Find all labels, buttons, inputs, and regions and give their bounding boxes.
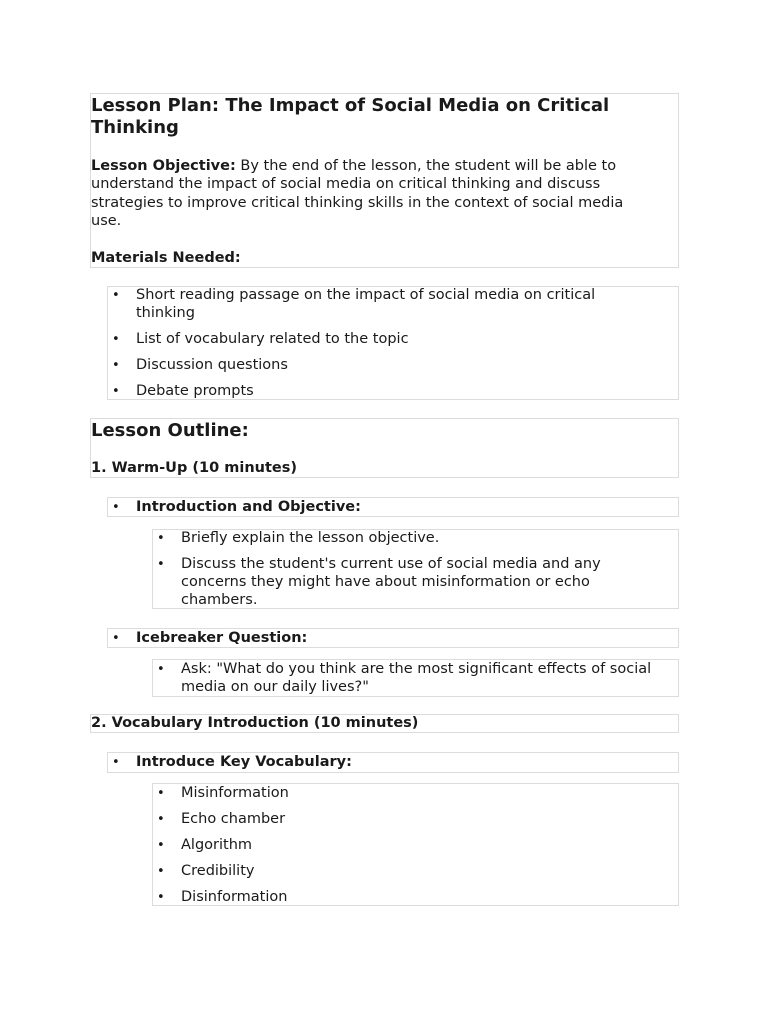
- bullet-icon: •: [157, 890, 165, 905]
- intro-sub-item-2-line-3: chambers.: [181, 592, 258, 608]
- bullet-icon: •: [157, 531, 165, 546]
- vocab-item-4: Credibility: [181, 863, 255, 879]
- objective-line-2: understand the impact of social media on critical thinking and discuss: [91, 176, 601, 192]
- bullet-icon: •: [112, 755, 120, 770]
- bullet-icon: •: [112, 332, 120, 347]
- bullet-icon: •: [157, 557, 165, 572]
- objective-label: Lesson Objective:: [91, 158, 236, 174]
- vocab-item-5: Disinformation: [181, 889, 288, 905]
- bullet-icon: •: [157, 662, 165, 677]
- bullet-icon: •: [157, 838, 165, 853]
- objective-text-1: By the end of the lesson, the student will be able to: [235, 158, 617, 174]
- bullet-icon: •: [112, 631, 120, 646]
- bullet-icon: •: [112, 500, 120, 515]
- key-vocab-label: Introduce Key Vocabulary:: [136, 754, 352, 770]
- vocab-item-1: Misinformation: [181, 785, 289, 801]
- bullet-icon: •: [112, 384, 120, 399]
- materials-item-3: Discussion questions: [136, 357, 288, 373]
- page-title-line-1: Lesson Plan: The Impact of Social Media on Critical: [91, 95, 610, 116]
- vocab-heading: 2. Vocabulary Introduction (10 minutes): [91, 715, 419, 731]
- materials-item-2: List of vocabulary related to the topic: [136, 331, 409, 347]
- icebreaker-sub-line-2: media on our daily lives?": [181, 679, 369, 695]
- bullet-icon: •: [112, 288, 120, 303]
- intro-objective-label: Introduction and Objective:: [136, 499, 361, 515]
- materials-item-1-line-2: thinking: [136, 305, 195, 321]
- materials-item-1-line-1: Short reading passage on the impact of social media on critical: [136, 287, 596, 303]
- intro-sub-item-2-line-2: concerns they might have about misinformation or echo: [181, 574, 590, 590]
- bullet-icon: •: [157, 812, 165, 827]
- materials-heading: Materials Needed:: [91, 250, 241, 266]
- bullet-icon: •: [112, 358, 120, 373]
- icebreaker-label: Icebreaker Question:: [136, 630, 308, 646]
- intro-sub-item-2-line-1: Discuss the student's current use of social media and any: [181, 556, 601, 572]
- page-title-line-2: Thinking: [91, 117, 179, 138]
- vocab-item-3: Algorithm: [181, 837, 253, 853]
- outline-heading: Lesson Outline:: [91, 420, 249, 441]
- objective-line-4: use.: [91, 213, 122, 229]
- materials-item-4: Debate prompts: [136, 383, 254, 399]
- vocab-item-2: Echo chamber: [181, 811, 286, 827]
- objective-line-3: strategies to improve critical thinking skills in the context of social media: [91, 195, 624, 211]
- intro-sub-item-1: Briefly explain the lesson objective.: [181, 530, 440, 546]
- bullet-icon: •: [157, 786, 165, 801]
- warmup-heading: 1. Warm-Up (10 minutes): [91, 460, 297, 476]
- icebreaker-sub-line-1: Ask: "What do you think are the most significant effects of social: [181, 661, 652, 677]
- objective-line-1: [91, 157, 616, 175]
- bullet-icon: •: [157, 864, 165, 879]
